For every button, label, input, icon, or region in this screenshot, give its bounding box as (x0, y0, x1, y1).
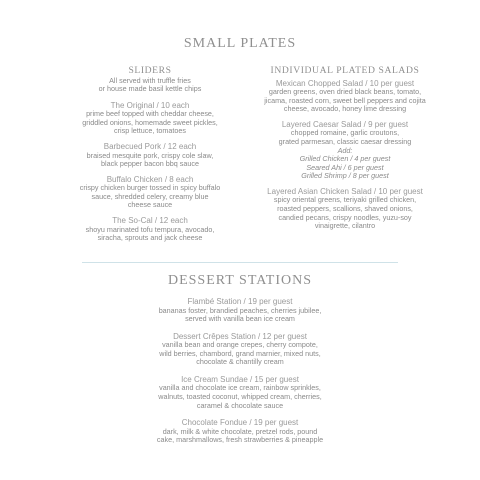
desc-line: sauce, shredded celery, creamy blue (91, 191, 209, 201)
item-desc (245, 88, 445, 114)
sliders-column (40, 67, 260, 243)
item-title: Buffalo Chicken / 8 each (106, 174, 194, 184)
desc-line: chocolate & chantilly cream (196, 357, 284, 367)
desc-line: dark, milk & white chocolate, pretzel rods, pound (162, 426, 318, 436)
sliders-heading: SLIDERS (128, 65, 172, 76)
desc-line: garden greens, oven dried black beans, tomato, (268, 87, 422, 97)
desc-line: cake, marshmallows, fresh strawberries & pineapple (156, 435, 324, 445)
desc-line: siracha, sprouts and jack cheese (97, 233, 203, 243)
item-desc (245, 196, 445, 230)
addon-line: Grilled Shrimp / 8 per guest (301, 171, 389, 181)
item-desc (100, 428, 380, 445)
item-title: The Original / 10 each (110, 100, 190, 110)
desc-line: crispy chicken burger tossed in spicy buffalo (79, 183, 221, 193)
desc-line: shoyu marinated tofu tempura, avocado, (85, 224, 215, 234)
small-plates-title: SMALL PLATES (183, 36, 297, 51)
item-title: Layered Caesar Salad / 9 per guest (281, 119, 409, 129)
menu-item-dessert-crepes-station (100, 332, 380, 367)
addon-label: Add: (337, 145, 353, 155)
desc-line: served with vanilla bean ice cream (185, 314, 295, 324)
desc-line: cheese sauce (127, 200, 173, 210)
menu-item-ice-cream-sundae (100, 375, 380, 410)
dessert-stations-title: DESSERT STATIONS (167, 273, 313, 288)
salads-column (245, 67, 445, 231)
desc-line: walnuts, toasted coconut, whipped cream, cherries, (158, 392, 322, 402)
desc-line: wild berries, chambord, grand marnier, mixed nuts, (159, 348, 321, 358)
desc-line: chopped romaine, garlic croutons, (290, 128, 400, 138)
addon-line: Seared Ahi / 6 per guest (306, 162, 384, 172)
item-desc (40, 110, 260, 136)
desc-line: candied pecans, crispy noodles, yuzu-soy (278, 212, 412, 222)
menu-item-barbecued-pork (40, 142, 260, 169)
item-desc (40, 184, 260, 210)
item-desc (245, 129, 445, 181)
sliders-intro-line: or house made basil kettle chips (98, 84, 202, 94)
menu-item-the-original (40, 101, 260, 136)
item-title: The So-Cal / 12 each (112, 216, 188, 226)
item-title: Ice Cream Sundae / 15 per guest (181, 374, 299, 384)
menu-item-flambe-station (100, 297, 380, 324)
desc-line: crisp lettuce, tomatoes (114, 126, 186, 136)
menu-item-chocolate-fondue (100, 418, 380, 445)
desc-line: vanilla bean and orange crepes, cherry compote, (162, 340, 318, 350)
menu-item-buffalo-chicken (40, 175, 260, 210)
item-title: Barbecued Pork / 12 each (103, 142, 197, 152)
menu-item-the-so-cal (40, 216, 260, 243)
desc-line: vinaigrette, cilantro (314, 221, 376, 231)
addon-line: Grilled Chicken / 4 per guest (299, 154, 391, 164)
item-desc (100, 307, 380, 324)
item-desc (40, 152, 260, 169)
item-title: Chocolate Fondue / 19 per guest (181, 418, 299, 428)
item-title: Mexican Chopped Salad / 10 per guest (275, 78, 415, 88)
desc-line: cheese, avocado, honey lime dressing (283, 104, 407, 114)
item-title: Dessert Crêpes Station / 12 per guest (173, 331, 307, 341)
sliders-intro (40, 77, 260, 94)
desc-line: vanilla and chocolate ice cream, rainbow sprinkles, (159, 383, 321, 393)
desc-line: grated parmesan, classic caesar dressing (278, 136, 412, 146)
section-divider (82, 262, 398, 263)
item-desc (100, 341, 380, 367)
item-title: Flambé Station / 19 per guest (187, 297, 293, 306)
item-title: Layered Asian Chicken Salad / 10 per guest (267, 186, 423, 196)
desc-line: braised mesquite pork, crispy cole slaw, (86, 150, 214, 160)
item-desc (40, 226, 260, 243)
desc-line: prime beef topped with cheddar cheese, (86, 109, 214, 119)
desc-line: black pepper bacon bbq sauce (101, 159, 199, 169)
dessert-column (100, 297, 380, 445)
desc-line: bananas foster, brandied peaches, cherries jubilee, (158, 305, 322, 315)
desc-line: jicama, roasted corn, sweet bell peppers and cojita (264, 95, 426, 105)
salads-heading: INDIVIDUAL PLATED SALADS (270, 65, 420, 76)
desc-line: spicy oriental greens, teriyaki grilled chicken, (273, 195, 417, 205)
desc-line: caramel & chocolate sauce (196, 400, 284, 410)
sliders-intro-line: All served with truffle fries (109, 75, 191, 85)
menu-item-mexican-chopped-salad (245, 79, 445, 114)
desc-line: griddled onions, homemade sweet pickles, (82, 117, 218, 127)
desc-line: roasted peppers, scallions, shaved onions, (277, 204, 413, 214)
item-desc (100, 384, 380, 410)
menu-item-layered-caesar-salad (245, 120, 445, 181)
menu-item-layered-asian-chicken-salad (245, 187, 445, 231)
